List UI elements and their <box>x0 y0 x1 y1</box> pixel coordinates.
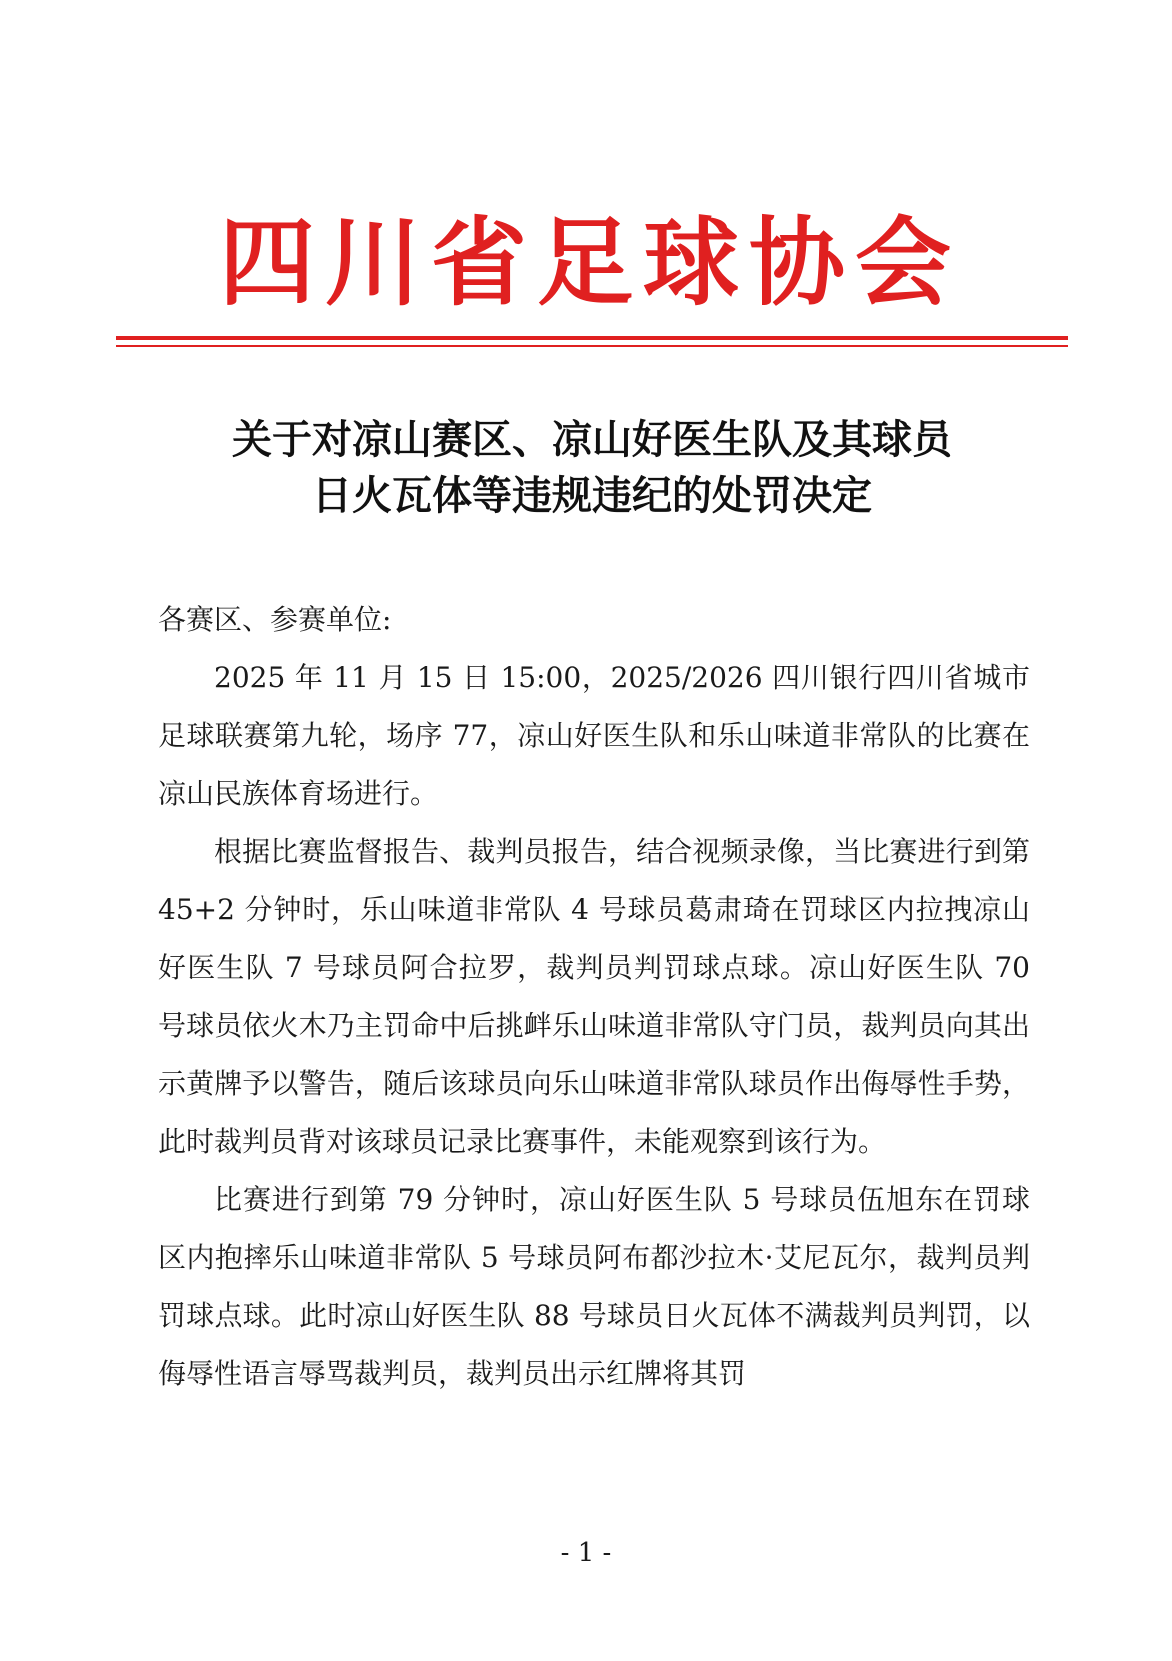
title-line-2: 日火瓦体等违规违纪的处罚决定 <box>312 472 872 519</box>
paragraph-3: 比赛进行到第 79 分钟时，凉山好医生队 5 号球员伍旭东在罚球区内抱摔乐山味道非常队 5 号球员阿布都沙拉木·艾尼瓦尔，裁判员判罚球点球。此时凉山好医生队 88 号球员日火瓦体不满裁判员判罚，以侮辱性语言辱骂裁判员，裁判员出示红牌将其罚 <box>158 1183 1030 1390</box>
salutation: 各赛区、参赛单位: <box>158 603 392 636</box>
document-title <box>116 412 1068 524</box>
title-line-1: 关于对凉山赛区、凉山好医生队及其球员 <box>232 416 952 463</box>
letterhead-rule-thick <box>116 336 1068 340</box>
page-number: - 1 - <box>560 1538 612 1568</box>
letterhead-org-name: 四川省足球协会 <box>219 206 961 319</box>
paragraph-2: 根据比赛监督报告、裁判员报告，结合视频录像，当比赛进行到第 45+2 分钟时，乐山味道非常队 4 号球员葛肃琦在罚球区内拉拽凉山好医生队 7 号球员阿合拉罗，裁判员判罚球点球。凉山好医生队 70 号球员依火木乃主罚命中后挑衅乐山味道非常队守门员，裁判员向其出示黄牌予以警告，随后该球员向乐山味道非常队球员作出侮辱性手势，此时裁判员背对该球员记录比赛事件，未能观察到该行为。 <box>158 835 1030 1158</box>
letterhead-rule-thin <box>116 345 1068 347</box>
paragraph-1: 2025 年 11 月 15 日 15:00，2025/2026 四川银行四川省城市足球联赛第九轮，场序 77，凉山好医生队和乐山味道非常队的比赛在凉山民族体育场进行。 <box>158 661 1030 810</box>
document-body <box>158 591 1030 1403</box>
